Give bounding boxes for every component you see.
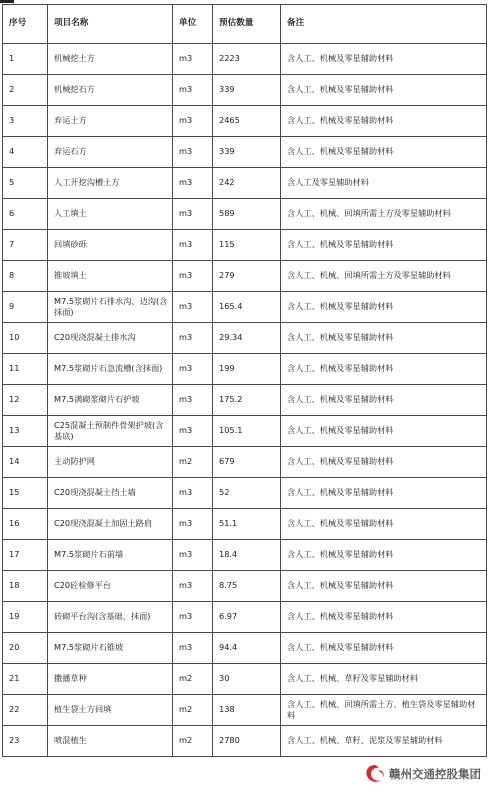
cell-unit bbox=[173, 385, 213, 416]
cell-remark bbox=[281, 168, 487, 199]
cell-index bbox=[3, 571, 48, 602]
cell-remark-text: 含人工、机械、草籽、泥浆及零星辅助材料 bbox=[287, 735, 443, 746]
cell-unit-text: m2 bbox=[179, 735, 193, 746]
cell-index bbox=[3, 385, 48, 416]
cell-unit-text: m3 bbox=[179, 301, 193, 312]
cell-quantity bbox=[213, 168, 281, 199]
cell-index-text: 1 bbox=[9, 53, 15, 64]
cell-remark bbox=[281, 75, 487, 106]
cell-remark bbox=[281, 354, 487, 385]
cell-unit bbox=[173, 75, 213, 106]
cell-remark-text: 含人工、机械及零星辅助材料 bbox=[287, 301, 394, 312]
cell-quantity bbox=[213, 323, 281, 354]
top-edge-mark bbox=[0, 0, 14, 3]
table-row bbox=[3, 199, 487, 230]
cell-quantity bbox=[213, 695, 281, 726]
cell-item-name-text: M7.5浆砌片石排水沟、边沟(含抹面) bbox=[54, 295, 168, 317]
cell-item-name bbox=[48, 230, 173, 261]
cell-unit-text: m3 bbox=[179, 549, 193, 560]
cell-item-name bbox=[48, 199, 173, 230]
cell-remark bbox=[281, 137, 487, 168]
cell-index bbox=[3, 323, 48, 354]
logo-text: 赣州交通控股集团 bbox=[389, 767, 481, 781]
cell-item-name-text: 机械挖土方 bbox=[54, 53, 95, 64]
header-unit: 单位 bbox=[173, 5, 213, 44]
cell-quantity-text: 6.97 bbox=[219, 611, 238, 622]
cell-quantity-text: 8.75 bbox=[219, 580, 238, 591]
cell-remark-text: 含人工、机械及零星辅助材料 bbox=[287, 146, 394, 157]
cell-remark bbox=[281, 323, 487, 354]
cell-item-name bbox=[48, 44, 173, 75]
cell-quantity-text: 199 bbox=[219, 363, 235, 374]
cell-item-name bbox=[48, 354, 173, 385]
cell-index-text: 15 bbox=[9, 487, 20, 498]
cell-index bbox=[3, 602, 48, 633]
cell-quantity-text: 279 bbox=[219, 270, 235, 281]
cell-remark bbox=[281, 230, 487, 261]
cell-remark bbox=[281, 633, 487, 664]
cell-unit-text: m2 bbox=[179, 673, 193, 684]
cell-unit-text: m3 bbox=[179, 115, 193, 126]
cell-quantity-text: 2223 bbox=[219, 53, 240, 64]
cell-item-name-text: 人工填土 bbox=[54, 208, 87, 219]
cell-index-text: 14 bbox=[9, 456, 20, 467]
cell-unit-text: m3 bbox=[179, 177, 193, 188]
cell-remark-text: 含人工、机械及零星辅助材料 bbox=[287, 332, 394, 343]
cell-item-name-text: C20现浇混凝土加固土路肩 bbox=[54, 518, 153, 529]
cell-index bbox=[3, 168, 48, 199]
cell-index bbox=[3, 509, 48, 540]
cell-remark-text: 含人工、机械、回填所需土方及零星辅助材料 bbox=[287, 270, 451, 281]
cell-unit bbox=[173, 416, 213, 447]
cell-item-name bbox=[48, 478, 173, 509]
cell-item-name bbox=[48, 602, 173, 633]
header-index: 序号 bbox=[3, 5, 48, 44]
cell-index-text: 12 bbox=[9, 394, 20, 405]
cell-index bbox=[3, 447, 48, 478]
cell-item-name-text: M7.5浆砌片石急流槽(含抹面) bbox=[54, 363, 163, 374]
cell-unit bbox=[173, 137, 213, 168]
cell-quantity bbox=[213, 509, 281, 540]
table-row bbox=[3, 571, 487, 602]
cell-item-name bbox=[48, 323, 173, 354]
cell-quantity-text: 242 bbox=[219, 177, 235, 188]
cell-item-name bbox=[48, 385, 173, 416]
table-row bbox=[3, 540, 487, 571]
cell-unit bbox=[173, 509, 213, 540]
cell-quantity-text: 2465 bbox=[219, 115, 240, 126]
cell-item-name-text: 弃运石方 bbox=[54, 146, 87, 157]
cell-quantity bbox=[213, 230, 281, 261]
cell-index bbox=[3, 137, 48, 168]
table-row bbox=[3, 75, 487, 106]
cell-unit-text: m2 bbox=[179, 704, 193, 715]
cell-item-name-text: C20砼检修平台 bbox=[54, 580, 112, 591]
cell-unit bbox=[173, 571, 213, 602]
logo-swirl-icon bbox=[363, 763, 387, 785]
cell-index-text: 9 bbox=[9, 301, 15, 312]
cell-unit-text: m3 bbox=[179, 425, 193, 436]
table-row bbox=[3, 447, 487, 478]
cell-unit-text: m3 bbox=[179, 363, 193, 374]
cell-index bbox=[3, 416, 48, 447]
table-row bbox=[3, 509, 487, 540]
cell-unit-text: m3 bbox=[179, 487, 193, 498]
table-row bbox=[3, 695, 487, 726]
cell-item-name bbox=[48, 540, 173, 571]
cell-unit-text: m3 bbox=[179, 239, 193, 250]
cell-item-name bbox=[48, 726, 173, 757]
cell-remark bbox=[281, 385, 487, 416]
cell-remark bbox=[281, 602, 487, 633]
cell-item-name-text: 机械挖石方 bbox=[54, 84, 95, 95]
cell-index-text: 22 bbox=[9, 704, 20, 715]
cell-index-text: 5 bbox=[9, 177, 15, 188]
cell-remark bbox=[281, 571, 487, 602]
cell-remark bbox=[281, 416, 487, 447]
cell-unit-text: m3 bbox=[179, 518, 193, 529]
cell-quantity bbox=[213, 416, 281, 447]
cell-quantity-text: 18.4 bbox=[219, 549, 238, 560]
table-row bbox=[3, 230, 487, 261]
table-row bbox=[3, 168, 487, 199]
cell-quantity bbox=[213, 664, 281, 695]
cell-quantity-text: 30 bbox=[219, 673, 230, 684]
table-row bbox=[3, 664, 487, 695]
table-body bbox=[3, 44, 487, 757]
cell-quantity-text: 138 bbox=[219, 704, 235, 715]
cell-unit bbox=[173, 447, 213, 478]
cell-item-name-text: M7.5满砌浆砌片石护坡 bbox=[54, 394, 140, 405]
cell-quantity-text: 165.4 bbox=[219, 301, 243, 312]
cell-quantity-text: 175.2 bbox=[219, 394, 243, 405]
cell-quantity-text: 94.4 bbox=[219, 642, 238, 653]
cell-index bbox=[3, 44, 48, 75]
table-row bbox=[3, 726, 487, 757]
cell-unit bbox=[173, 633, 213, 664]
cell-remark-text: 含人工、机械及零星辅助材料 bbox=[287, 611, 394, 622]
cell-remark-text: 含人工、机械及零星辅助材料 bbox=[287, 642, 394, 653]
table-row bbox=[3, 44, 487, 75]
cell-index-text: 13 bbox=[9, 425, 20, 436]
table-row bbox=[3, 323, 487, 354]
cell-unit-text: m3 bbox=[179, 611, 193, 622]
cell-index-text: 18 bbox=[9, 580, 20, 591]
cell-quantity-text: 115 bbox=[219, 239, 235, 250]
cell-index-text: 16 bbox=[9, 518, 20, 529]
cell-quantity bbox=[213, 75, 281, 106]
cell-item-name-text: 砖砌平台沟(含基础、抹面) bbox=[54, 611, 151, 622]
cell-unit-text: m3 bbox=[179, 146, 193, 157]
header-row bbox=[3, 5, 487, 44]
cell-quantity bbox=[213, 137, 281, 168]
cell-quantity bbox=[213, 261, 281, 292]
cell-unit-text: m3 bbox=[179, 84, 193, 95]
cell-item-name-text: C25混凝土预制件骨架护坡(含基底) bbox=[54, 419, 164, 441]
cell-remark-text: 含人工、机械及零星辅助材料 bbox=[287, 53, 394, 64]
cell-remark bbox=[281, 695, 487, 726]
cell-item-name bbox=[48, 447, 173, 478]
cell-remark-text: 含人工、机械、草籽及零星辅助材料 bbox=[287, 673, 419, 684]
cell-remark-text: 含人工、机械及零星辅助材料 bbox=[287, 363, 394, 374]
cell-remark-text: 含人工、机械、回填所需土方、植生袋及零星辅助材料 bbox=[287, 698, 476, 720]
cell-item-name bbox=[48, 509, 173, 540]
cell-index bbox=[3, 106, 48, 137]
cell-remark-text: 含人工、机械及零星辅助材料 bbox=[287, 549, 394, 560]
cell-index bbox=[3, 354, 48, 385]
cell-item-name-text: 回填砂砾 bbox=[54, 239, 87, 250]
cell-item-name bbox=[48, 633, 173, 664]
cell-quantity bbox=[213, 44, 281, 75]
cell-item-name-text: M7.5浆砌片石锥坡 bbox=[54, 642, 124, 653]
cell-item-name-text: C20现浇混凝土排水沟 bbox=[54, 332, 136, 343]
cell-item-name bbox=[48, 292, 173, 323]
cell-unit bbox=[173, 726, 213, 757]
cell-index-text: 21 bbox=[9, 673, 20, 684]
cell-index-text: 2 bbox=[9, 84, 15, 95]
cell-remark-text: 含人工、机械及零星辅助材料 bbox=[287, 456, 394, 467]
table-row bbox=[3, 261, 487, 292]
cell-quantity-text: 339 bbox=[219, 84, 235, 95]
table-row bbox=[3, 354, 487, 385]
header-item-name: 项目名称 bbox=[48, 5, 173, 44]
cell-quantity bbox=[213, 571, 281, 602]
cell-index bbox=[3, 261, 48, 292]
cell-quantity bbox=[213, 633, 281, 664]
cell-unit bbox=[173, 540, 213, 571]
cell-unit bbox=[173, 323, 213, 354]
cell-index-text: 4 bbox=[9, 146, 15, 157]
table-row bbox=[3, 385, 487, 416]
cell-index bbox=[3, 199, 48, 230]
cell-index bbox=[3, 292, 48, 323]
table-row bbox=[3, 478, 487, 509]
table-row bbox=[3, 602, 487, 633]
header-quantity: 预估数量 bbox=[213, 5, 281, 44]
cell-unit bbox=[173, 602, 213, 633]
cell-item-name bbox=[48, 75, 173, 106]
cell-quantity-text: 589 bbox=[219, 208, 235, 219]
cell-unit bbox=[173, 168, 213, 199]
cell-remark bbox=[281, 44, 487, 75]
cell-remark bbox=[281, 106, 487, 137]
cell-unit-text: m3 bbox=[179, 270, 193, 281]
cell-item-name bbox=[48, 416, 173, 447]
cell-unit bbox=[173, 261, 213, 292]
cell-index bbox=[3, 695, 48, 726]
cell-item-name-text: 人工开挖沟槽土方 bbox=[54, 177, 120, 188]
cell-item-name bbox=[48, 261, 173, 292]
cell-index bbox=[3, 230, 48, 261]
cell-index-text: 10 bbox=[9, 332, 20, 343]
cell-item-name-text: 撒播草种 bbox=[54, 673, 87, 684]
cell-index-text: 19 bbox=[9, 611, 20, 622]
cell-item-name bbox=[48, 695, 173, 726]
cell-index bbox=[3, 633, 48, 664]
cell-remark bbox=[281, 664, 487, 695]
cell-index-text: 8 bbox=[9, 270, 15, 281]
cell-quantity-text: 339 bbox=[219, 146, 235, 157]
cell-unit bbox=[173, 354, 213, 385]
cell-remark-text: 含人工、机械及零星辅助材料 bbox=[287, 84, 394, 95]
cell-quantity bbox=[213, 106, 281, 137]
table-row bbox=[3, 633, 487, 664]
cell-unit-text: m3 bbox=[179, 394, 193, 405]
cell-index-text: 23 bbox=[9, 735, 20, 746]
cell-remark-text: 含人工、机械、回填所需土方及零星辅助材料 bbox=[287, 208, 451, 219]
cell-remark-text: 含人工、机械及零星辅助材料 bbox=[287, 487, 394, 498]
cell-index-text: 17 bbox=[9, 549, 20, 560]
cell-remark-text: 含人工及零星辅助材料 bbox=[287, 177, 369, 188]
cell-quantity-text: 51.1 bbox=[219, 518, 238, 529]
cell-remark bbox=[281, 478, 487, 509]
cell-item-name bbox=[48, 106, 173, 137]
cell-remark-text: 含人工、机械及零星辅助材料 bbox=[287, 239, 394, 250]
cell-remark bbox=[281, 726, 487, 757]
cell-unit bbox=[173, 478, 213, 509]
cell-index-text: 3 bbox=[9, 115, 15, 126]
quantity-table bbox=[2, 4, 487, 757]
cell-quantity bbox=[213, 602, 281, 633]
cell-index bbox=[3, 478, 48, 509]
cell-remark bbox=[281, 540, 487, 571]
cell-unit-text: m3 bbox=[179, 208, 193, 219]
cell-unit bbox=[173, 292, 213, 323]
cell-unit bbox=[173, 199, 213, 230]
cell-index-text: 7 bbox=[9, 239, 15, 250]
cell-quantity bbox=[213, 726, 281, 757]
cell-item-name bbox=[48, 571, 173, 602]
cell-index bbox=[3, 75, 48, 106]
cell-remark bbox=[281, 261, 487, 292]
company-logo bbox=[360, 763, 484, 785]
cell-item-name-text: M7.5浆砌片石前墙 bbox=[54, 549, 124, 560]
cell-remark bbox=[281, 199, 487, 230]
cell-remark-text: 含人工、机械及零星辅助材料 bbox=[287, 518, 394, 529]
cell-index bbox=[3, 726, 48, 757]
cell-remark-text: 含人工、机械及零星辅助材料 bbox=[287, 115, 394, 126]
cell-quantity-text: 29.34 bbox=[219, 332, 243, 343]
cell-item-name-text: C20现浇混凝土挡土墙 bbox=[54, 487, 136, 498]
cell-remark bbox=[281, 292, 487, 323]
cell-remark-text: 含人工、机械及零星辅助材料 bbox=[287, 394, 394, 405]
cell-item-name-text: 锥坡填土 bbox=[54, 270, 87, 281]
cell-quantity-text: 679 bbox=[219, 456, 235, 467]
cell-remark bbox=[281, 509, 487, 540]
cell-unit bbox=[173, 106, 213, 137]
cell-quantity-text: 52 bbox=[219, 487, 230, 498]
cell-index-text: 20 bbox=[9, 642, 20, 653]
cell-unit-text: m2 bbox=[179, 456, 193, 467]
cell-unit-text: m3 bbox=[179, 580, 193, 591]
cell-quantity bbox=[213, 540, 281, 571]
header-remark: 备注 bbox=[281, 5, 487, 44]
cell-index bbox=[3, 664, 48, 695]
cell-unit-text: m3 bbox=[179, 642, 193, 653]
cell-quantity-text: 105.1 bbox=[219, 425, 243, 436]
cell-unit bbox=[173, 664, 213, 695]
cell-remark-text: 含人工、机械及零星辅助材料 bbox=[287, 580, 394, 591]
cell-item-name-text: 弃运土方 bbox=[54, 115, 87, 126]
cell-item-name-text: 喷混植生 bbox=[54, 735, 87, 746]
table-row bbox=[3, 137, 487, 168]
cell-unit bbox=[173, 695, 213, 726]
cell-quantity bbox=[213, 199, 281, 230]
cell-unit-text: m3 bbox=[179, 53, 193, 64]
cell-item-name-text: 主动防护网 bbox=[54, 456, 95, 467]
cell-quantity bbox=[213, 385, 281, 416]
cell-remark-text: 含人工、机械及零星辅助材料 bbox=[287, 425, 394, 436]
cell-item-name bbox=[48, 664, 173, 695]
table-row bbox=[3, 106, 487, 137]
cell-unit bbox=[173, 44, 213, 75]
cell-item-name-text: 植生袋土方回填 bbox=[54, 704, 112, 715]
cell-unit-text: m3 bbox=[179, 332, 193, 343]
table-row bbox=[3, 292, 487, 323]
cell-index-text: 11 bbox=[9, 363, 20, 374]
cell-index-text: 6 bbox=[9, 208, 15, 219]
cell-item-name bbox=[48, 168, 173, 199]
cell-remark bbox=[281, 447, 487, 478]
table-row bbox=[3, 416, 487, 447]
cell-quantity bbox=[213, 292, 281, 323]
cell-unit bbox=[173, 230, 213, 261]
cell-quantity-text: 2780 bbox=[219, 735, 240, 746]
cell-quantity bbox=[213, 447, 281, 478]
cell-item-name bbox=[48, 137, 173, 168]
cell-quantity bbox=[213, 354, 281, 385]
cell-quantity bbox=[213, 478, 281, 509]
cell-index bbox=[3, 540, 48, 571]
